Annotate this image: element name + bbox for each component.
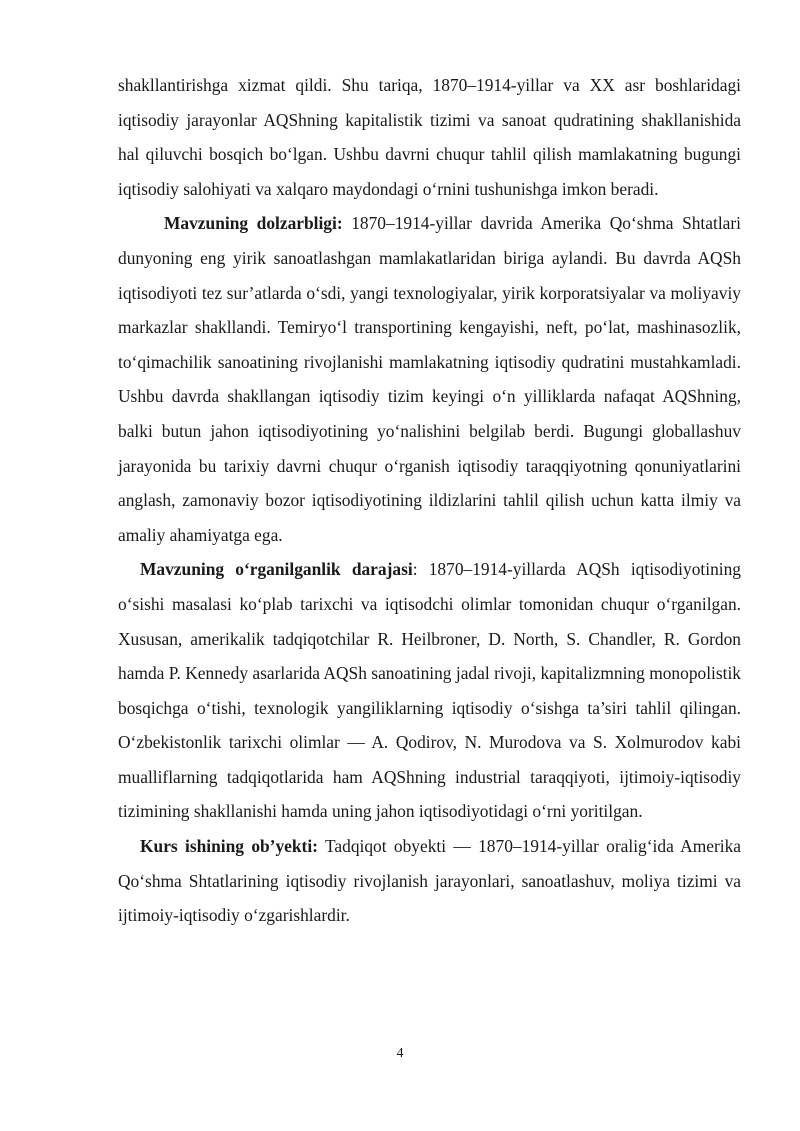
paragraph-study-level [118,552,741,829]
paragraph-heading: Kurs ishining ob’yekti: [140,836,318,857]
paragraph-intro-continuation [118,68,741,206]
paragraph-heading: Mavzuning dolzarbligi: [164,213,343,234]
paragraph-text: Tadqiqot obyekti — 1870–1914-yillar oralig‘ida Amerika Qo‘shma Shtatlarining iqtisodiy rivojlanish jarayonlari, sanoatlashuv, moliya tizimi va ijtimoiy-iqtisodiy o‘zgarishlardir. [118,836,741,926]
page-number: 4 [396,1046,404,1061]
paragraph-text: 1870–1914-yillar davrida Amerika Qo‘shma Shtatlari dunyoning eng yirik sanoatlashgan mamlakatlaridan biriga aylandi. Bu davrda AQSh iqtisodiyoti tez sur’atlarda o‘sdi, yangi texnologiyalar, yirik korporatsiyalar va moliyaviy markazlar shakllandi. Temiryo‘l transportining kengayishi, neft, po‘lat, mashinasozlik, to‘qimachilik sanoatining rivojlanishi mamlakatning iqtisodiy qudratini mustahkamladi. Ushbu davrda shakllangan iqtisodiy tizim keyingi o‘n yilliklarda nafaqat AQShning, balki butun jahon iqtisodiyotining yo‘nalishini belgilab berdi. Bugungi globallashuv jarayonida bu tarixiy davrni chuqur o‘rganish iqtisodiy taraqqiyotning qonuniyatlarini anglash, zamonaviy bozor iqtisodiyotining ildizlarini tahlil qilish uchun katta ilmiy va amaliy ahamiyatga ega. [118,213,741,545]
document-page [118,68,741,933]
paragraph-object [118,829,741,933]
paragraph-text: shakllantirishga xizmat qildi. Shu tariqa, 1870–1914-yillar va XX asr boshlaridagi iqtisodiy jarayonlar AQShning kapitalistik tizimi va sanoat qudratining shakllanishida hal qiluvchi bosqich bo‘lgan. Ushbu davrni chuqur tahlil qilish mamlakatning bugungi iqtisodiy salohiyati va xalqaro maydondagi o‘rnini tushunishga imkon beradi. [118,75,741,199]
paragraph-heading: Mavzuning o‘rganilganlik darajasi [140,559,413,580]
paragraph-text: : 1870–1914-yillarda AQSh iqtisodiyotining o‘sishi masalasi ko‘plab tarixchi va iqtisodchi olimlar tomonidan chuqur o‘rganilgan. Xususan, amerikalik tadqiqotchilar R. Heilbroner, D. North, S. Chandler, R. Gordon hamda P. Kennedy asarlarida AQSh sanoatining jadal rivoji, kapitalizmning monopolistik bosqichga o‘tishi, texnologik yangiliklarning iqtisodiy o‘sishga ta’siri tahlil qilingan. O‘zbekistonlik tarixchi olimlar — A. Qodirov, N. Murodova va S. Xolmurodov kabi mualliflarning tadqiqotlarida ham AQShning industrial taraqqiyoti, ijtimoiy-iqtisodiy tizimining shakllanishi hamda uning jahon iqtisodiyotidagi o‘rni yoritilgan. [118,559,741,822]
paragraph-relevance [118,206,741,552]
